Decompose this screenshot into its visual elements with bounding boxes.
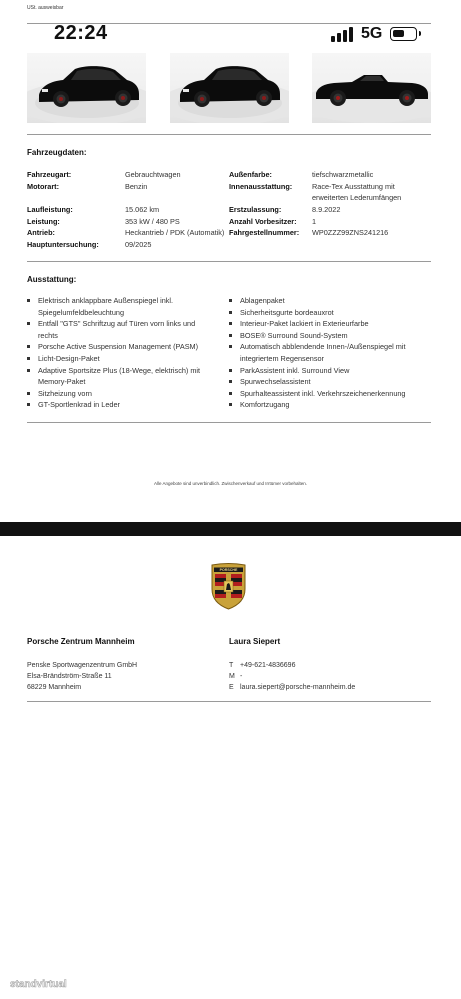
divider xyxy=(27,261,431,262)
status-bar xyxy=(27,19,431,49)
list-item: Sitzheizung vorn xyxy=(27,388,227,400)
field-label: Außenfarbe: xyxy=(229,170,272,179)
field-label: Hauptuntersuchung: xyxy=(27,239,99,249)
field-value: 8.9.2022 xyxy=(312,205,341,214)
field-label: Antrieb: xyxy=(27,228,55,237)
field-value: 09/2025 xyxy=(125,239,152,249)
signal-icon xyxy=(331,27,353,42)
list-item: Licht-Design-Paket xyxy=(27,353,227,365)
svg-text:standvirtual: standvirtual xyxy=(10,979,67,990)
divider xyxy=(27,134,431,135)
dealer-address xyxy=(27,660,137,693)
field-value: tiefschwarzmetallic xyxy=(312,170,374,179)
field-label: Innenausstattung: xyxy=(229,181,293,191)
field-label: Erstzulassung: xyxy=(229,205,282,214)
list-item: Komfortzugang xyxy=(229,399,431,411)
field-label: Anzahl Vorbesitzer: xyxy=(229,216,297,226)
field-value: Gebrauchtwagen xyxy=(125,170,181,179)
porsche-crest-logo xyxy=(210,563,247,610)
phone-label: T xyxy=(229,662,234,669)
field-value: WP0ZZZ99ZNS241216 xyxy=(312,228,389,237)
email-link[interactable]: laura.siepert@porsche-mannheim.de xyxy=(240,684,356,691)
list-item: GT-Sportlenkrad in Leder xyxy=(27,399,227,411)
dealer-name: Porsche Zentrum Mannheim xyxy=(27,637,135,646)
email-label: E xyxy=(229,684,234,691)
mobile-label: M xyxy=(229,673,235,680)
address-line: Penske Sportwagenzentrum GmbH xyxy=(27,662,138,669)
list-item: Interieur-Paket lackiert in Exterieurfarbe xyxy=(229,318,431,330)
list-item: BOSE® Surround Sound-System xyxy=(229,330,431,342)
divider xyxy=(27,422,431,423)
field-value: erweiterten Lederumfängen xyxy=(312,193,402,202)
field-value: Heckantrieb / PDK (Automatik) xyxy=(125,228,225,237)
list-item: Entfall "GTS" Schriftzug auf Türen vorn links und rechts xyxy=(27,318,227,341)
field-label: Fahrgestellnummer: xyxy=(229,228,300,237)
car-photo-front[interactable] xyxy=(170,53,289,123)
tax-note: USt. ausweisbar xyxy=(27,5,64,11)
field-label: Fahrzeugart: xyxy=(27,170,72,179)
watermark-logo xyxy=(10,976,82,990)
list-item: Porsche Active Suspension Management (PASM) xyxy=(27,341,227,353)
equipment-list-right xyxy=(229,295,431,411)
field-value: Benzin xyxy=(125,181,148,191)
vehicle-data-right xyxy=(229,169,431,259)
list-item: Spurwechselassistent xyxy=(229,376,431,388)
field-value: 15.062 km xyxy=(125,205,160,214)
vehicle-data-left xyxy=(27,169,227,259)
svg-text:PORSCHE: PORSCHE xyxy=(219,568,238,573)
list-item: Adaptive Sportsitze Plus (18-Wege, elektrisch) mit Memory-Paket xyxy=(27,365,227,388)
address-line: 68229 Mannheim xyxy=(27,684,82,691)
clock: 22:24 xyxy=(54,22,108,44)
vehicle-data-title: Fahrzeugdaten: xyxy=(27,148,87,157)
network-type: 5G xyxy=(361,25,383,42)
list-item: Elektrisch anklappbare Außenspiegel inkl. Spiegelumfeldbeleuchtung xyxy=(27,295,227,318)
disclaimer: Alle Angebote sind unverbindlich. Zwischenverkauf und Irrtümer vorbehalten. xyxy=(153,481,308,486)
car-photo-side[interactable] xyxy=(312,53,431,123)
equipment-list-left xyxy=(27,295,227,411)
mobile-number: - xyxy=(240,673,243,680)
list-item: Ablagenpaket xyxy=(229,295,431,307)
phone-number[interactable]: +49-621-4836696 xyxy=(240,662,296,669)
list-item: Automatisch abblendende Innen-/Außenspiegel mit integriertem Regensensor xyxy=(229,341,431,364)
field-label: Motorart: xyxy=(27,181,60,191)
battery-icon xyxy=(390,27,417,41)
contact-name: Laura Siepert xyxy=(229,637,281,646)
field-label: Laufleistung: xyxy=(27,205,73,214)
field-value: Race-Tex Ausstattung mit xyxy=(312,181,395,191)
car-photo-front[interactable] xyxy=(27,53,146,123)
address-line: Elsa-Brändström-Straße 11 xyxy=(27,673,112,680)
field-value: 353 kW / 480 PS xyxy=(125,216,180,226)
field-label: Leistung: xyxy=(27,216,60,226)
divider xyxy=(27,701,431,702)
footer-band xyxy=(0,522,461,536)
list-item: Spurhalteassistent inkl. Verkehrszeichenerkennung xyxy=(229,388,431,400)
list-item: Sicherheitsgurte bordeauxrot xyxy=(229,307,431,319)
equipment-title: Ausstattung: xyxy=(27,275,77,284)
list-item: ParkAssistent inkl. Surround View xyxy=(229,365,431,377)
field-value: 1 xyxy=(312,216,317,226)
